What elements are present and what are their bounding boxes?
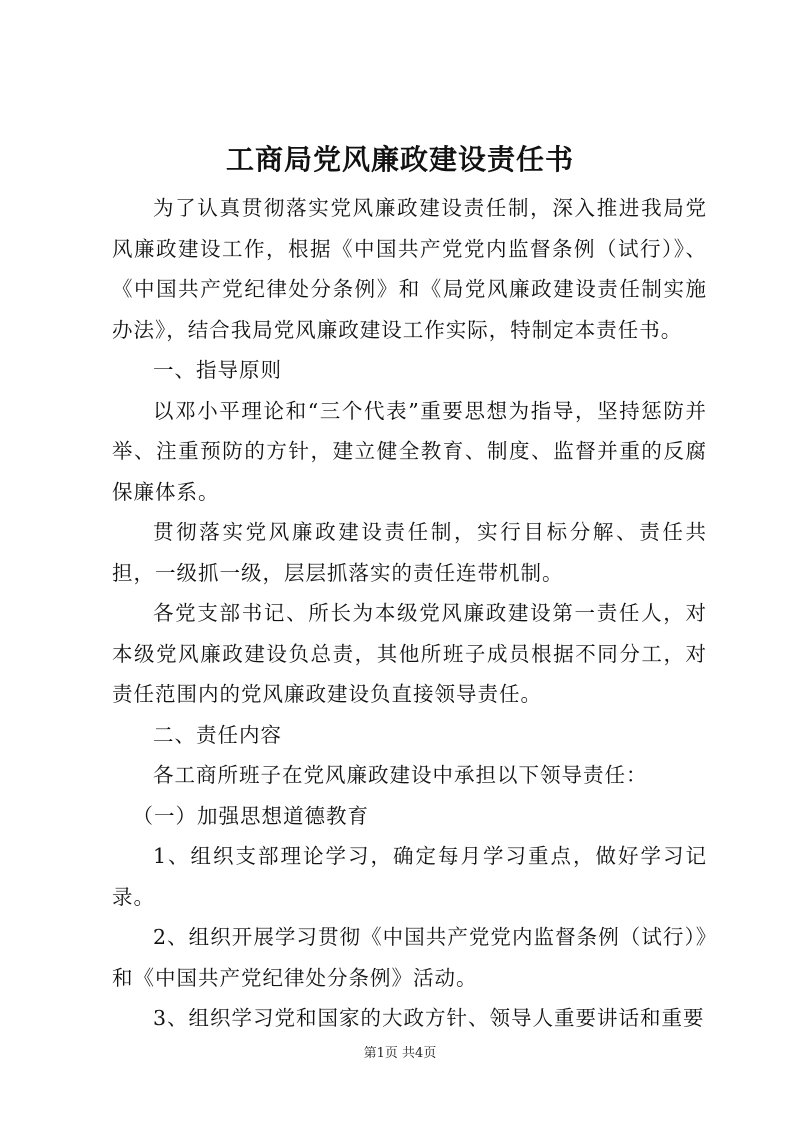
guiding-principles-paragraph: 以邓小平理论和“三个代表”重要思想为指导，坚持惩防并举、注重预防的方针，建立健全教育、制度、监督并重的反腐保廉体系。	[112, 398, 707, 504]
list-item-3: 3、组织学习党和国家的大政方针、领导人重要讲话和重要	[153, 1006, 705, 1030]
document-title: 工商局党风廉政建设责任书	[225, 143, 574, 176]
page-footer: 第1页 共4页	[363, 1046, 437, 1061]
subsection-heading-education: （一）加强思想道德教育	[132, 803, 369, 828]
responsibilities-intro-paragraph: 各工商所班子在党风廉政建设中承担以下领导责任：	[153, 763, 648, 787]
primary-responsibility-paragraph: 各党支部书记、所长为本级党风廉政建设第一责任人，对本级党风廉政建设负总责，其他所班子成员根据不同分工，对责任范围内的党风廉政建设负直接领导责任。	[112, 601, 707, 706]
list-item-2: 2、组织开展学习贯彻《中国共产党党内监督条例（试行）》和《中国共产党纪律处分条例》活动。	[112, 925, 707, 990]
section-heading-responsibilities: 二、责任内容	[153, 722, 282, 747]
intro-paragraph: 为了认真贯彻落实党风廉政建设责任制，深入推进我局党风廉政建设工作，根据《中国共产党党内监督条例（试行）》、《中国共产党纪律处分条例》和《局党风廉政建设责任制实施办法》，结合我局党风廉政建设工作实际，特制定本责任书。	[112, 196, 707, 342]
responsibility-system-paragraph: 贯彻落实党风廉政建设责任制，实行目标分解、责任共担，一级抓一级，层层抓落实的责任连带机制。	[112, 520, 707, 585]
document-body	[112, 188, 707, 1039]
section-heading-guiding-principles: 一、指导原则	[153, 358, 282, 382]
list-item-1: 1、组织支部理论学习，确定每月学习重点，做好学习记录。	[112, 844, 707, 909]
